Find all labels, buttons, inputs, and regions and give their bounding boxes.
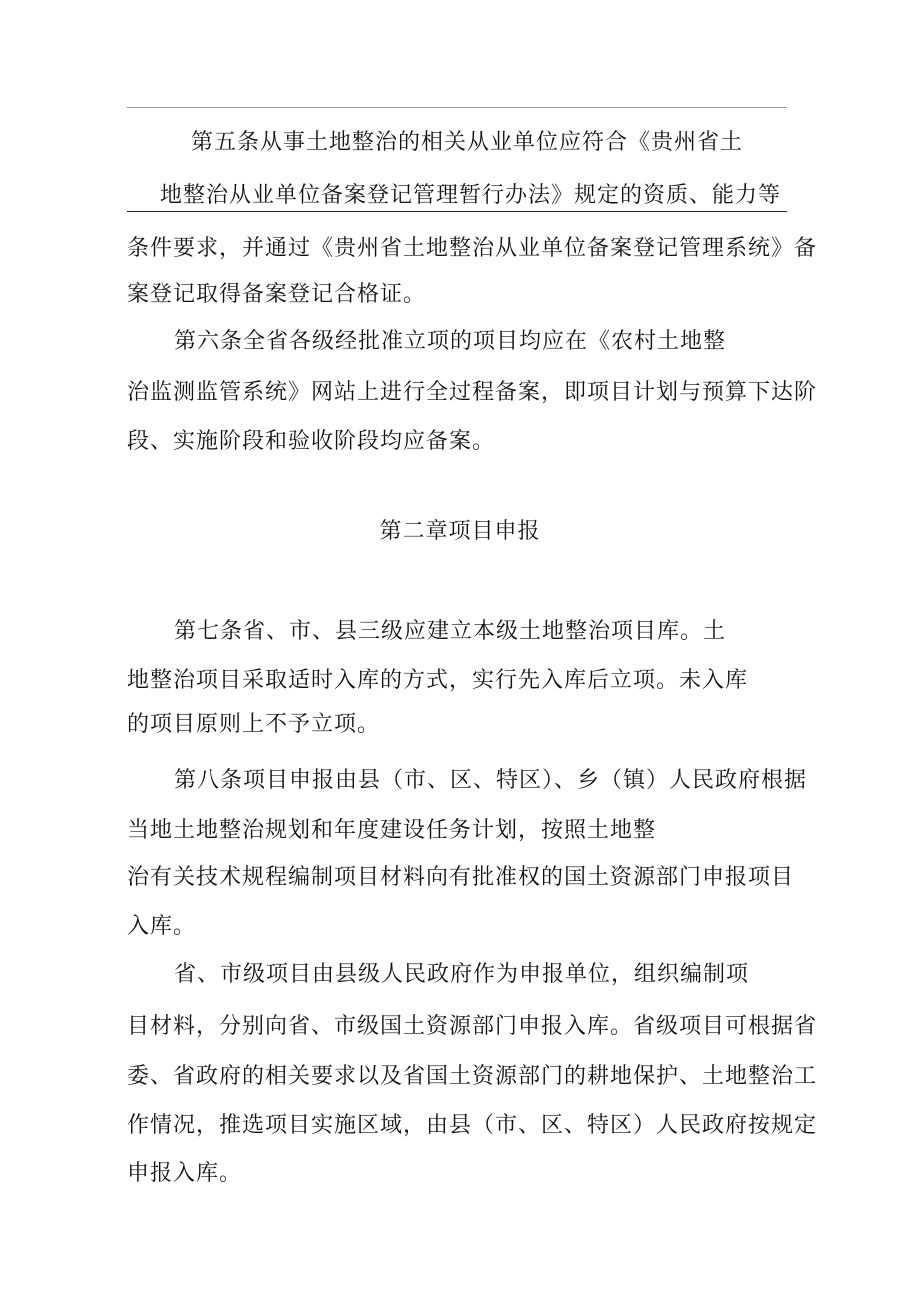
paragraph-5-line-4: 案登记取得备案登记合格证。 — [127, 282, 427, 307]
paragraph-6-line-3: 段、实施阶段和验收阶段均应备案。 — [127, 429, 496, 454]
chapter-heading: 第二章项目申报 — [379, 519, 541, 544]
paragraph-8-line-4: 入库。 — [127, 914, 197, 939]
paragraph-7-line-1: 第七条省、市、县三级应建立本级土地整治项目库。土 — [174, 619, 727, 644]
section-rule — [127, 211, 787, 212]
paragraph-9-line-4: 作情况，推选项目实施区域，由县（市、区、特区）人民政府按规定 — [127, 1113, 818, 1138]
paragraph-6-line-1: 第六条全省各级经批准立项的项目均应在《农村土地整 — [174, 329, 727, 354]
paragraph-6-line-2: 治监测监管系统》网站上进行全过程备案，即项目计划与预算下达阶 — [127, 380, 818, 405]
paragraph-9-line-3: 委、省政府的相关要求以及省国土资源部门的耕地保护、土地整治工 — [127, 1064, 818, 1089]
header-rule — [127, 107, 787, 108]
paragraph-7-line-3: 的项目原则上不予立项。 — [127, 712, 381, 737]
paragraph-9-line-1: 省、市级项目由县级人民政府作为申报单位，组织编制项 — [174, 962, 750, 987]
paragraph-8-line-3: 治有关技术规程编制项目材料向有批准权的国土资源部门申报项目 — [127, 865, 795, 890]
paragraph-9-line-5: 申报入库。 — [127, 1161, 243, 1186]
paragraph-5-line-2: 地整治从业单位备案登记管理暂行办法》规定的资质、能力等 — [160, 183, 782, 208]
paragraph-5-line-1: 第五条从事土地整治的相关从业单位应符合《贵州省土 — [191, 130, 744, 155]
paragraph-8-line-1: 第八条项目申报由县（市、区、特区）、乡（镇）人民政府根据 — [174, 768, 808, 793]
paragraph-5-line-3: 条件要求，并通过《贵州省土地整治从业单位备案登记管理系统》备 — [127, 236, 818, 261]
paragraph-7-line-2: 地整治项目采取适时入库的方式，实行先入库后立项。未入库 — [127, 668, 749, 693]
paragraph-8-line-2: 当地土地整治规划和年度建设任务计划，按照土地整 — [127, 818, 657, 843]
paragraph-9-line-2: 目材料，分别向省、市级国土资源部门申报入库。省级项目可根据省 — [127, 1014, 818, 1039]
